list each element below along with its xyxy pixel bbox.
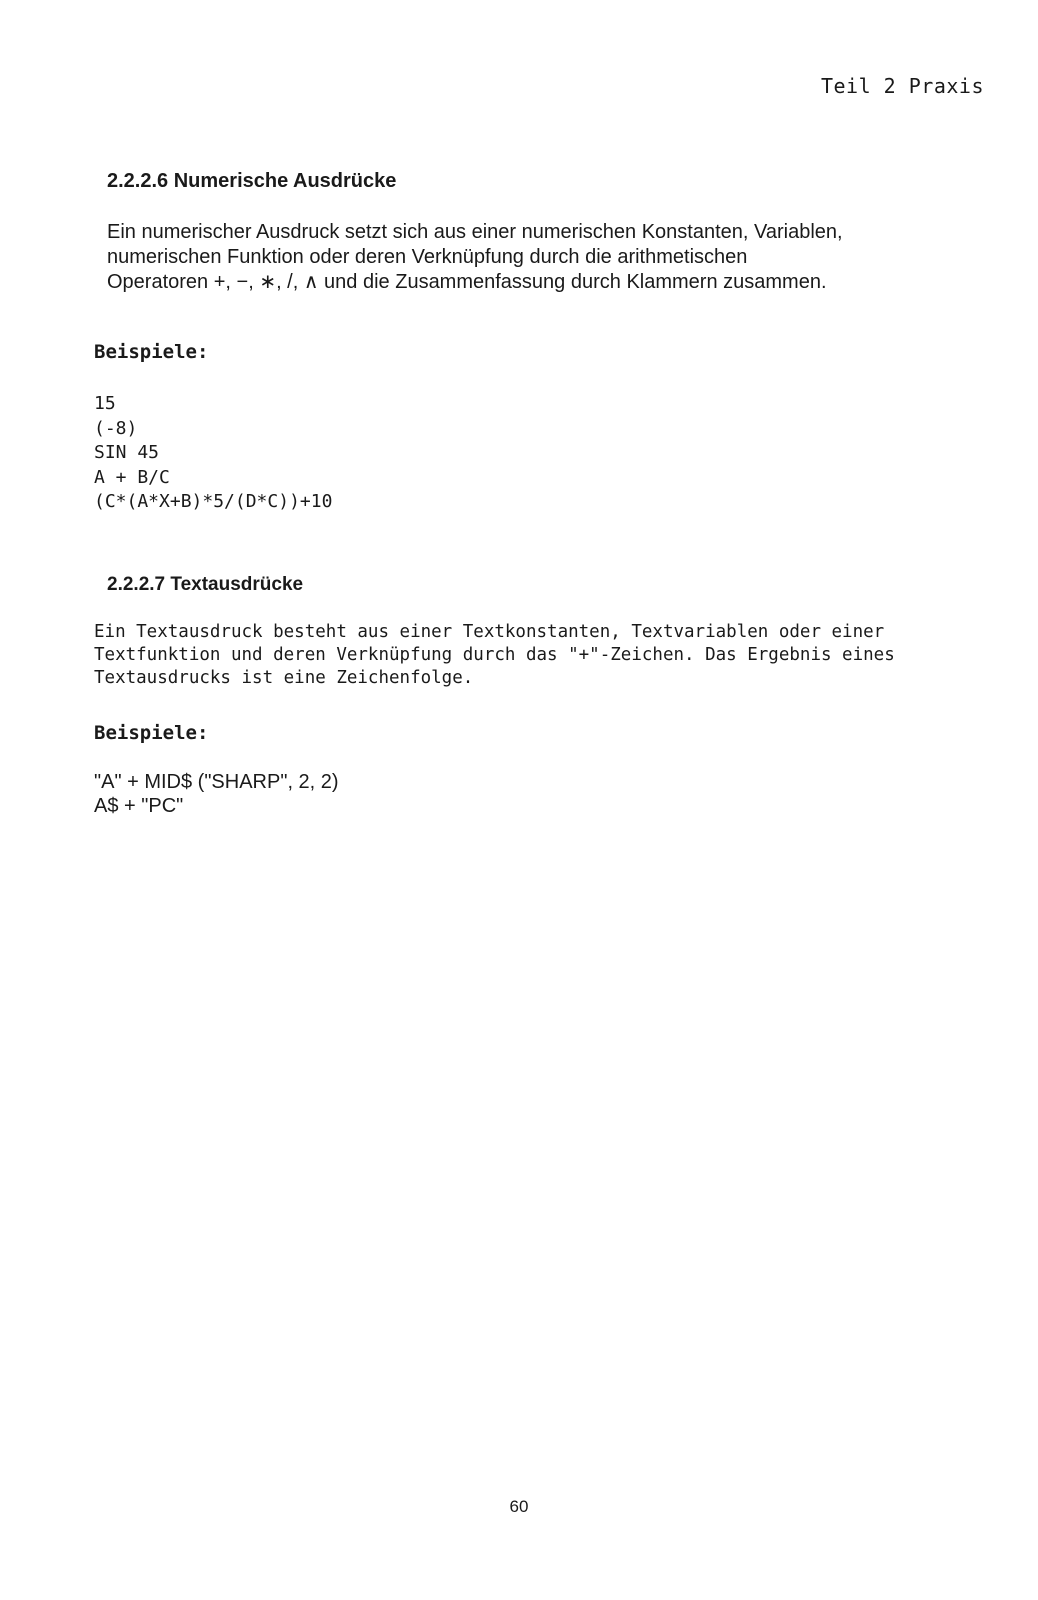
example-item: (C*(A*X+B)*5/(D*C))+10 — [94, 491, 333, 512]
example-item: A + B/C — [94, 466, 170, 488]
numeric-description-paragraph — [107, 220, 997, 295]
paragraph-line: numerischen Funktion oder deren Verknüpfung durch die arithmetischen — [107, 246, 748, 268]
numeric-examples-list — [94, 392, 332, 515]
section-heading-numeric: 2.2.2.6 Numerische Ausdrücke — [107, 170, 397, 192]
section-heading-text: 2.2.2.7 Textausdrücke — [107, 574, 304, 595]
examples-label-numeric: Beispiele: — [94, 341, 209, 363]
example-item: "A" + MID$ ("SHARP", 2, 2) — [94, 771, 339, 793]
example-item: 15 — [94, 393, 116, 414]
paragraph-line: Textausdrucks ist eine Zeichenfolge. — [94, 668, 474, 688]
example-item: A$ + "PC" — [94, 795, 184, 817]
example-item: SIN 45 — [94, 442, 160, 463]
paragraph-line: Operatoren +, −, ∗, /, ∧ und die Zusammenfassung durch Klammern zusammen. — [107, 271, 827, 293]
example-item: (-8) — [94, 417, 138, 439]
running-header: Teil 2 Praxis — [820, 74, 984, 98]
page-number: 60 — [509, 1497, 529, 1516]
text-examples-list — [94, 770, 339, 818]
paragraph-line: Ein Textausdruck besteht aus einer Textkonstanten, Textvariablen oder einer — [94, 622, 885, 642]
paragraph-line: Textfunktion und deren Verknüpfung durch das "+"-Zeichen. Das Ergebnis eines — [94, 645, 895, 665]
text-description-paragraph — [94, 621, 1038, 690]
paragraph-line: Ein numerischer Ausdruck setzt sich aus einer numerischen Konstanten, Variablen, — [107, 221, 843, 243]
examples-label-text: Beispiele: — [94, 722, 209, 744]
